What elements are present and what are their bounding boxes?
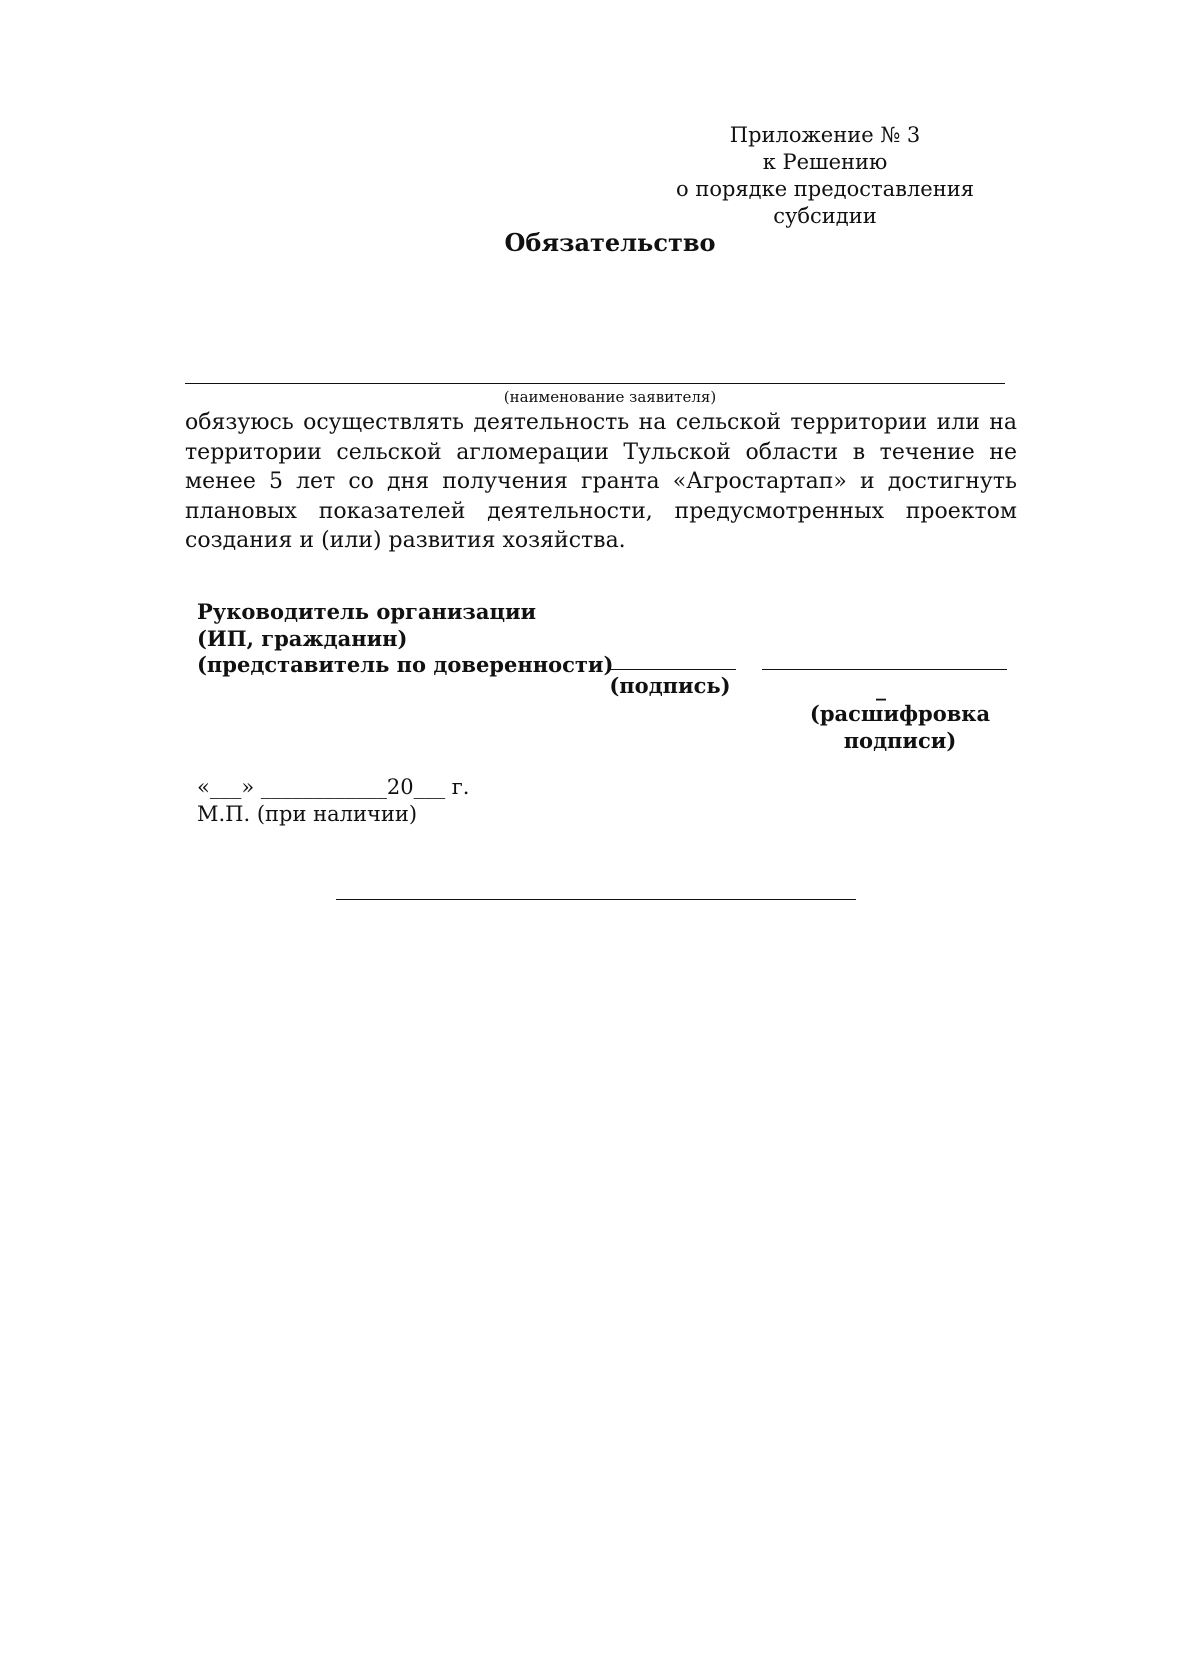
appendix-ref-subsidy: субсидии: [773, 204, 877, 228]
appendix-header: [660, 122, 990, 230]
appendix-number: Приложение № 3: [729, 123, 921, 147]
signatory-label: [197, 599, 613, 679]
document-title: Обязательство: [504, 228, 716, 257]
date-field: «___» ____________20___ г.: [197, 775, 470, 799]
signatory-role: Руководитель организации: [197, 599, 537, 624]
stamp-note: М.П. (при наличии): [197, 802, 418, 826]
stray-mark: _: [876, 677, 886, 701]
signatory-type: (ИП, гражданин): [197, 625, 408, 651]
signature-decode-line: [762, 669, 1007, 670]
applicant-name-caption: (наименование заявителя): [503, 388, 717, 406]
signature-decode-caption: (расшифровка подписи): [809, 701, 991, 753]
closing-divider: [336, 899, 856, 900]
signature-line: [608, 669, 736, 670]
signatory-proxy: (представитель по доверенности): [197, 652, 614, 677]
appendix-ref-order: о порядке предоставления: [676, 177, 974, 201]
signature-caption: (подпись): [609, 673, 731, 698]
appendix-ref-decision: к Решению: [762, 150, 888, 174]
applicant-name-line: [185, 383, 1005, 384]
commitment-text: обязуюсь осуществлять деятельность на сельской территории или на территории сельской агломерации Тульской области в течение не менее 5 лет со дня получения гранта «Агростартап» и достигнуть плановых показателей деятельности, предусмотренных проектом создания и (или) развития хозяйства.: [185, 410, 1017, 553]
